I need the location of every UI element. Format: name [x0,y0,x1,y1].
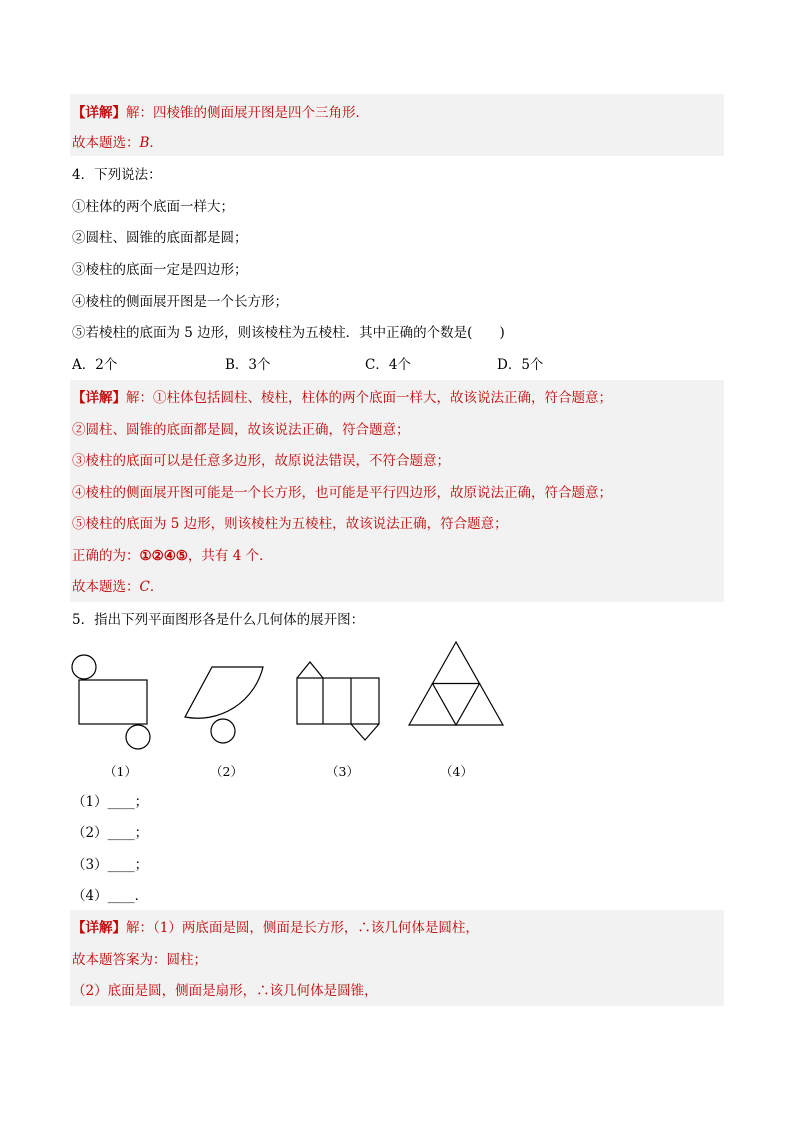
statement-item: ⑤若棱柱的底面为 5 边形，则该棱柱为五棱柱．其中正确的个数是( ) [72,325,505,341]
statement-item: ③棱柱的底面一定是四边形； [72,262,248,278]
figure-label: （1） [104,764,137,779]
answer-blank: （3）____； [72,857,149,873]
tetrahedron-net-figure [404,638,508,730]
answer-line: 故本题选：C． [72,579,164,595]
detail-tag: 【详解】 [72,920,126,936]
answer-line: 故本题选：B． [72,135,163,151]
answer-blank: （2）____； [72,825,149,841]
cone-net-figure [180,660,270,750]
statement-item: ①柱体的两个底面一样大； [72,199,234,215]
figure-label: （2） [210,764,243,779]
detail-tag: 【详解】 [72,105,126,121]
solution-line: （2）底面是圆，侧面是扇形，∴该几何体是圆锥， [72,983,378,999]
solution-line: ⑤棱柱的底面为 5 边形，则该棱柱为五棱柱，故该说法正确，符合题意； [72,516,508,532]
solution-line: ③棱柱的底面可以是任意多边形，故原说法错误，不符合题意； [72,453,450,469]
correct-items: ①②④⑤ [139,548,188,564]
figure-label: （3） [326,764,359,779]
statement-item: ④棱柱的侧面展开图是一个长方形； [72,294,288,310]
question-stem: 4．下列说法： [72,167,162,183]
option-b: B．3个 [225,357,271,373]
solution-line [72,104,369,122]
solution-line: ②圆柱、圆锥的底面都是圆，故该说法正确，符合题意； [72,422,410,438]
statement-item: ②圆柱、圆锥的底面都是圆； [72,230,248,246]
cylinder-net-figure [66,652,156,752]
option-d: D．5个 [497,357,544,373]
solution-line: 故本题答案为：圆柱； [72,952,207,968]
solution-line: 正确的为：①②④⑤，共有 4 个． [72,548,273,564]
answer-blank: （4）____． [72,888,149,904]
option-c: C．4个 [365,357,411,373]
solution-line: ④棱柱的侧面展开图可能是一个长方形，也可能是平行四边形，故原说法正确，符合题意； [72,485,612,501]
prism-net-figure [292,658,384,744]
answer-blank: （1）____； [72,794,149,810]
answer-letter: C [139,579,150,595]
answer-letter: B [139,135,150,151]
solution-line: 【详解】解：（1）两底面是圆，侧面是长方形，∴该几何体是圆柱， [72,920,479,936]
solution-text: 解：四棱锥的侧面展开图是四个三角形． [126,105,369,121]
question-stem: 5．指出下列平面图形各是什么几何体的展开图： [72,612,365,628]
solution-line: 【详解】解：①柱体包括圆柱、棱柱，柱体的两个底面一样大，故该说法正确，符合题意； [72,390,612,406]
figure-label: （4） [440,764,473,779]
detail-tag: 【详解】 [72,390,126,406]
option-a: A．2个 [72,357,118,373]
